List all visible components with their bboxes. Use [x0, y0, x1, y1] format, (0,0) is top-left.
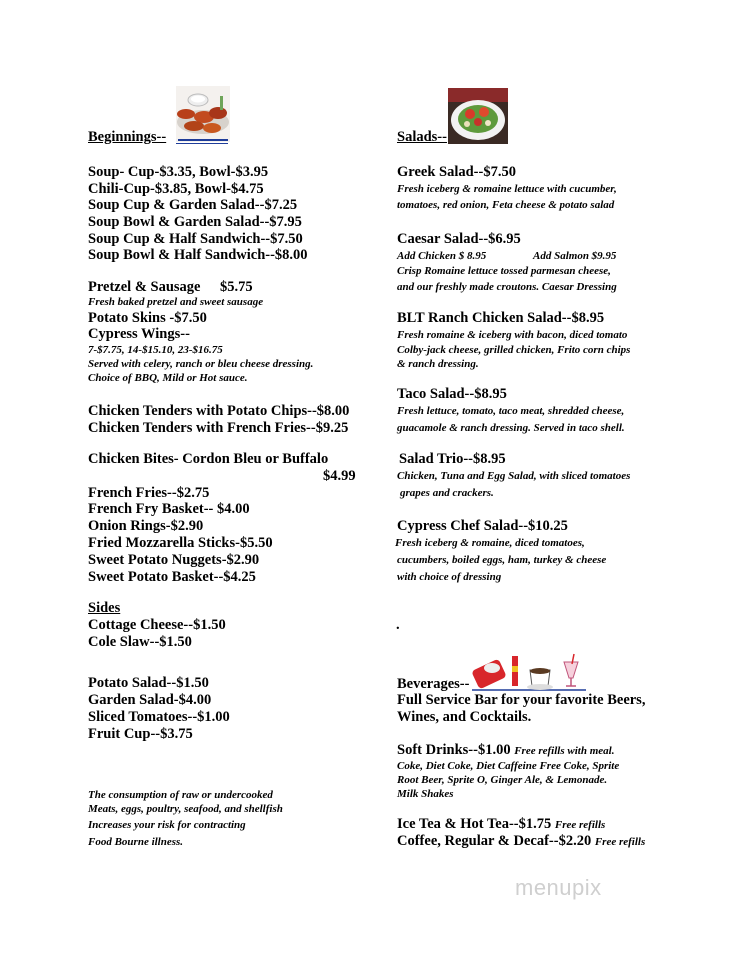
menu-item-addon: Add Chicken $ 8.95 [397, 250, 487, 262]
menu-item-price: $5.75 [220, 279, 253, 295]
menu-item-description: grapes and crackers. [400, 487, 494, 499]
tea-note: Free refills [554, 819, 606, 831]
menu-item: French Fries--$2.75 [88, 485, 210, 501]
menu-item-wings: Cypress Wings-- [88, 326, 190, 342]
menu-item-description: Fresh romaine & iceberg with bacon, diced tomato [397, 329, 628, 341]
menu-item: Soup Bowl & Half Sandwich--$8.00 [88, 247, 308, 263]
menu-item: Fried Mozzarella Sticks-$5.50 [88, 535, 273, 551]
menu-item: Garden Salad-$4.00 [88, 692, 212, 708]
menu-item-description: Fresh iceberg & romaine lettuce with cucumber, [397, 183, 617, 195]
soft-drinks-note: Free refills with meal. [514, 745, 615, 757]
menu-item-taco: Taco Salad--$8.95 [397, 386, 507, 402]
menu-item-description: Fresh baked pretzel and sweet sausage [88, 296, 264, 308]
wings-photo-icon [176, 86, 230, 142]
menu-item: Onion Rings-$2.90 [88, 518, 204, 534]
salads-header: Salads-- [397, 129, 447, 145]
menu-item-price: $4.99 [323, 468, 356, 484]
menu-item-description: Coke, Diet Coke, Diet Caffeine Free Coke, Sprite [397, 760, 620, 772]
health-warning: Meats, eggs, poultry, seafood, and shellfish [88, 803, 283, 815]
coffee-note: Free refills [594, 836, 646, 848]
sides-header: Sides [88, 600, 121, 616]
beverages-header: Beverages-- [397, 676, 470, 692]
menu-item: Chili-Cup-$3.85, Bowl-$4.75 [88, 181, 264, 197]
health-warning: Food Bourne illness. [88, 836, 184, 848]
menu-item-tea [397, 816, 605, 834]
menu-item: Soup- Cup-$3.35, Bowl-$3.95 [88, 164, 269, 180]
menu-item-soft-drinks [397, 742, 614, 760]
menu-item-description: guacamole & ranch dressing. Served in taco shell. [397, 422, 625, 434]
header-underline [176, 143, 228, 144]
tea-name: Ice Tea & Hot Tea--$1.75 [397, 816, 552, 832]
menu-item-description: Fresh lettuce, tomato, taco meat, shredded cheese, [397, 405, 625, 417]
stray-dot: . [396, 617, 400, 633]
coffee-name: Coffee, Regular & Decaf--$2.20 [397, 833, 592, 849]
menu-item-description: & ranch dressing. [397, 358, 479, 370]
menu-item-caesar: Caesar Salad--$6.95 [397, 231, 521, 247]
menu-item-description: Fresh iceberg & romaine, diced tomatoes, [395, 537, 585, 549]
beverage-bar: Full Service Bar for your favorite Beers, [397, 692, 646, 708]
beverage-bar: Wines, and Cocktails. [397, 709, 532, 725]
menu-item-description: Chicken, Tuna and Egg Salad, with sliced tomatoes [397, 470, 631, 482]
menu-item-coffee [397, 833, 645, 851]
menu-item-description: Served with celery, ranch or bleu cheese dressing. [88, 358, 314, 370]
menu-item-chef: Cypress Chef Salad--$10.25 [397, 518, 568, 534]
menu-item-bites: Chicken Bites- Cordon Bleu or Buffalo [88, 451, 329, 467]
beginnings-header: Beginnings-- [88, 129, 167, 145]
health-warning: Increases your risk for contracting [88, 819, 246, 831]
health-warning: The consumption of raw or undercooked [88, 789, 273, 801]
menu-item: Potato Skins -$7.50 [88, 310, 207, 326]
menu-item-description: Milk Shakes [397, 788, 454, 800]
menu-item: Soup Bowl & Garden Salad--$7.95 [88, 214, 302, 230]
beverages-icon [470, 652, 588, 692]
menu-item-greek: Greek Salad--$7.50 [397, 164, 516, 180]
menu-item: French Fry Basket-- $4.00 [88, 501, 250, 517]
menupix-logo: menupix [515, 875, 602, 900]
menu-item: Soup Cup & Garden Salad--$7.25 [88, 197, 298, 213]
menu-item: Chicken Tenders with French Fries--$9.25 [88, 420, 349, 436]
salad-photo-icon [448, 88, 508, 144]
menu-item: Cottage Cheese--$1.50 [88, 617, 226, 633]
menu-item-description: Crisp Romaine lettuce tossed parmesan cheese, [397, 265, 611, 277]
menu-item: Potato Salad--$1.50 [88, 675, 209, 691]
menu-item-pretzel: Pretzel & Sausage [88, 279, 201, 295]
menu-item: Sweet Potato Basket--$4.25 [88, 569, 256, 585]
menu-item-trio: Salad Trio--$8.95 [399, 451, 506, 467]
menu-item: Chicken Tenders with Potato Chips--$8.00 [88, 403, 350, 419]
menu-item-description: with choice of dressing [397, 571, 502, 583]
menu-item-blt: BLT Ranch Chicken Salad--$8.95 [397, 310, 605, 326]
menu-item-description: Colby-jack cheese, grilled chicken, Frito corn chips [397, 344, 631, 356]
menu-item: Sweet Potato Nuggets-$2.90 [88, 552, 260, 568]
menu-item-addon: Add Salmon $9.95 [533, 250, 617, 262]
menu-item-description: tomatoes, red onion, Feta cheese & potato salad [397, 199, 615, 211]
menu-item-description: Choice of BBQ, Mild or Hot sauce. [88, 372, 248, 384]
menu-item-description: Root Beer, Sprite O, Ginger Ale, & Lemonade. [397, 774, 608, 786]
soft-drinks-name: Soft Drinks--$1.00 [397, 742, 511, 758]
menu-item: Sliced Tomatoes--$1.00 [88, 709, 230, 725]
menu-item-description: and our freshly made croutons. Caesar Dressing [397, 281, 617, 293]
menu-item: Cole Slaw--$1.50 [88, 634, 192, 650]
menu-item: Soup Cup & Half Sandwich--$7.50 [88, 231, 303, 247]
menu-item-description: cucumbers, boiled eggs, ham, turkey & cheese [397, 554, 607, 566]
menu-item-description: 7-$7.75, 14-$15.10, 23-$16.75 [88, 344, 223, 356]
menu-item: Fruit Cup--$3.75 [88, 726, 193, 742]
